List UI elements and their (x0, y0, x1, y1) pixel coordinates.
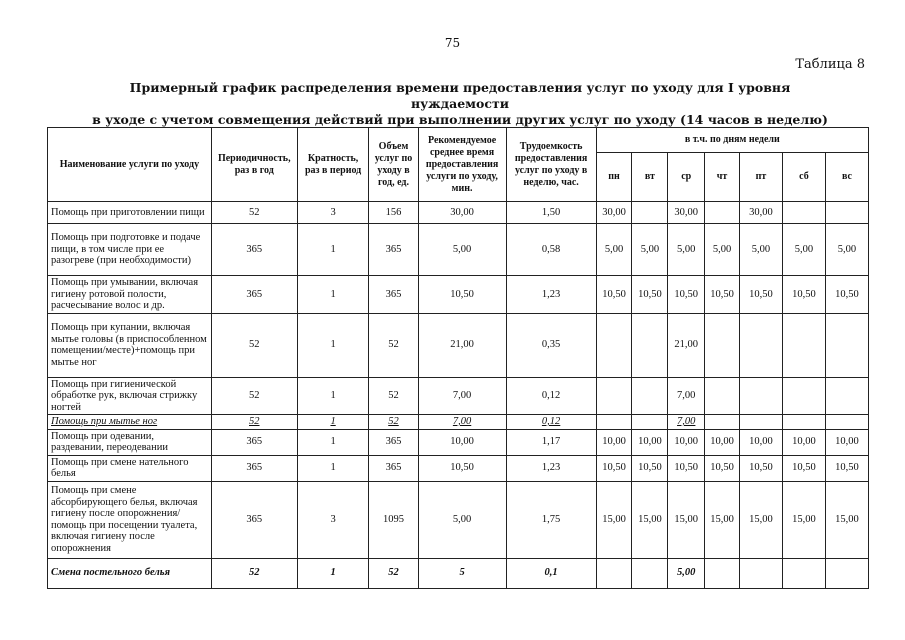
header-multiplicity: Кратность, раз в период (297, 128, 369, 202)
day-cell: 10,50 (632, 276, 668, 314)
header-day-sun: вс (825, 153, 868, 202)
day-cell: 5,00 (596, 224, 632, 276)
multiplicity-cell: 1 (297, 429, 369, 455)
periodicity-cell: 365 (211, 276, 297, 314)
title-line-2: в уходе с учетом совмещения действий при выполнении других услуг по уходу (14 часов в неделю) (92, 112, 828, 127)
periodicity-cell: 52 (211, 415, 297, 430)
header-name: Наименование услуги по уходу (48, 128, 212, 202)
recommended-cell: 10,50 (418, 455, 506, 481)
day-cell (705, 558, 740, 588)
day-cell (705, 377, 740, 415)
day-cell: 5,00 (782, 224, 825, 276)
labor-cell: 1,23 (506, 276, 596, 314)
day-cell: 10,00 (668, 429, 705, 455)
day-cell (632, 558, 668, 588)
day-cell: 5,00 (632, 224, 668, 276)
day-cell: 10,50 (739, 455, 782, 481)
header-labor: Трудоемкость предоставления услуг по уходу в неделю, час. (506, 128, 596, 202)
day-cell (739, 415, 782, 430)
multiplicity-cell: 1 (297, 415, 369, 430)
header-day-thu: чт (705, 153, 740, 202)
service-name-cell: Помощь при купании, включая мытье головы (в приспособленном помещении/месте)+помощь при мытье ног (48, 313, 212, 377)
volume-cell: 365 (369, 276, 418, 314)
labor-cell: 1,50 (506, 202, 596, 224)
page-number: 75 (444, 36, 461, 50)
day-cell (782, 415, 825, 430)
day-cell: 10,50 (782, 276, 825, 314)
service-name-cell: Помощь при одевании, раздевании, переодевании (48, 429, 212, 455)
recommended-cell: 21,00 (418, 313, 506, 377)
periodicity-cell: 365 (211, 429, 297, 455)
labor-cell: 0,35 (506, 313, 596, 377)
volume-cell: 52 (369, 313, 418, 377)
recommended-cell: 5,00 (418, 224, 506, 276)
table-label: Таблица 8 (795, 57, 865, 72)
periodicity-cell: 52 (211, 558, 297, 588)
recommended-cell: 7,00 (418, 377, 506, 415)
multiplicity-cell: 1 (297, 276, 369, 314)
day-cell (825, 415, 868, 430)
day-cell: 15,00 (705, 481, 740, 558)
day-cell: 7,00 (668, 415, 705, 430)
labor-cell: 0,12 (506, 415, 596, 430)
day-cell: 10,50 (596, 455, 632, 481)
multiplicity-cell: 1 (297, 313, 369, 377)
day-cell: 10,00 (782, 429, 825, 455)
day-cell: 7,00 (668, 377, 705, 415)
table-row (48, 313, 869, 377)
day-cell: 10,00 (632, 429, 668, 455)
day-cell (705, 202, 740, 224)
recommended-cell: 5,00 (418, 481, 506, 558)
labor-cell: 1,23 (506, 455, 596, 481)
day-cell: 15,00 (782, 481, 825, 558)
volume-cell: 365 (369, 429, 418, 455)
day-cell (739, 377, 782, 415)
recommended-cell: 10,50 (418, 276, 506, 314)
table-row (48, 429, 869, 455)
day-cell: 5,00 (825, 224, 868, 276)
day-cell (632, 202, 668, 224)
day-cell: 30,00 (739, 202, 782, 224)
header-day-tue: вт (632, 153, 668, 202)
day-cell: 10,50 (596, 276, 632, 314)
day-cell: 15,00 (668, 481, 705, 558)
periodicity-cell: 365 (211, 224, 297, 276)
periodicity-cell: 365 (211, 455, 297, 481)
day-cell: 21,00 (668, 313, 705, 377)
day-cell: 10,00 (596, 429, 632, 455)
day-cell (782, 558, 825, 588)
volume-cell: 52 (369, 415, 418, 430)
day-cell: 15,00 (632, 481, 668, 558)
day-cell: 10,50 (782, 455, 825, 481)
recommended-cell: 7,00 (418, 415, 506, 430)
volume-cell: 365 (369, 455, 418, 481)
day-cell (825, 558, 868, 588)
table-row (48, 558, 869, 588)
day-cell: 10,50 (739, 276, 782, 314)
multiplicity-cell: 1 (297, 377, 369, 415)
table-row (48, 224, 869, 276)
periodicity-cell: 365 (211, 481, 297, 558)
header-day-sat: сб (782, 153, 825, 202)
service-name-cell: Помощь при подготовке и подаче пищи, в том числе при ее разогреве (при необходимости) (48, 224, 212, 276)
table-row (48, 455, 869, 481)
document-title (80, 80, 840, 128)
labor-cell: 1,17 (506, 429, 596, 455)
day-cell (596, 377, 632, 415)
service-name-cell: Помощь при умывании, включая гигиену ротовой полости, расчесывание волос и др. (48, 276, 212, 314)
volume-cell: 156 (369, 202, 418, 224)
day-cell (705, 313, 740, 377)
multiplicity-cell: 3 (297, 481, 369, 558)
day-cell: 10,50 (632, 455, 668, 481)
service-name-cell: Помощь при мытье ног (48, 415, 212, 430)
day-cell: 15,00 (739, 481, 782, 558)
volume-cell: 1095 (369, 481, 418, 558)
multiplicity-cell: 1 (297, 224, 369, 276)
header-days-group: в т.ч. по дням недели (596, 128, 868, 153)
schedule-table (47, 127, 869, 589)
labor-cell: 0,1 (506, 558, 596, 588)
multiplicity-cell: 3 (297, 202, 369, 224)
periodicity-cell: 52 (211, 313, 297, 377)
day-cell (596, 415, 632, 430)
table-row (48, 202, 869, 224)
day-cell: 5,00 (705, 224, 740, 276)
day-cell: 30,00 (596, 202, 632, 224)
header-periodicity: Периодичность, раз в год (211, 128, 297, 202)
day-cell: 30,00 (668, 202, 705, 224)
day-cell (782, 313, 825, 377)
recommended-cell: 30,00 (418, 202, 506, 224)
day-cell (632, 415, 668, 430)
header-recommended-time: Рекомендуемое среднее время предоставления услуги по уходу, мин. (418, 128, 506, 202)
table-row (48, 415, 869, 430)
day-cell (782, 377, 825, 415)
day-cell: 5,00 (739, 224, 782, 276)
labor-cell: 0,58 (506, 224, 596, 276)
day-cell (596, 313, 632, 377)
day-cell: 15,00 (825, 481, 868, 558)
table-row (48, 377, 869, 415)
labor-cell: 1,75 (506, 481, 596, 558)
day-cell (825, 377, 868, 415)
day-cell (782, 202, 825, 224)
day-cell: 10,50 (668, 276, 705, 314)
day-cell (739, 313, 782, 377)
volume-cell: 365 (369, 224, 418, 276)
day-cell (632, 313, 668, 377)
recommended-cell: 10,00 (418, 429, 506, 455)
day-cell: 5,00 (668, 558, 705, 588)
service-name-cell: Смена постельного белья (48, 558, 212, 588)
header-volume: Объем услуг по уходу в год, ед. (369, 128, 418, 202)
day-cell: 10,50 (668, 455, 705, 481)
service-name-cell: Помощь при смене нательного белья (48, 455, 212, 481)
day-cell: 10,00 (739, 429, 782, 455)
title-line-1: Примерный график распределения времени предоставления услуг по уходу для I уровня нуждаемости (129, 80, 791, 111)
day-cell (632, 377, 668, 415)
day-cell: 10,50 (825, 276, 868, 314)
day-cell: 10,50 (705, 455, 740, 481)
day-cell: 5,00 (668, 224, 705, 276)
volume-cell: 52 (369, 377, 418, 415)
multiplicity-cell: 1 (297, 558, 369, 588)
day-cell (825, 202, 868, 224)
multiplicity-cell: 1 (297, 455, 369, 481)
header-day-fri: пт (739, 153, 782, 202)
day-cell (596, 558, 632, 588)
table-row (48, 481, 869, 558)
table-body (48, 202, 869, 589)
table-row (48, 276, 869, 314)
day-cell: 10,00 (705, 429, 740, 455)
periodicity-cell: 52 (211, 377, 297, 415)
service-name-cell: Помощь при гигиенической обработке рук, включая стрижку ногтей (48, 377, 212, 415)
day-cell: 10,00 (825, 429, 868, 455)
day-cell (705, 415, 740, 430)
periodicity-cell: 52 (211, 202, 297, 224)
day-cell: 15,00 (596, 481, 632, 558)
day-cell: 10,50 (825, 455, 868, 481)
service-name-cell: Помощь при смене абсорбирующего белья, включая гигиену после опорожнения/помощь при посещении туалета, включая гигиену после опорожнения (48, 481, 212, 558)
header-day-mon: пн (596, 153, 632, 202)
day-cell: 10,50 (705, 276, 740, 314)
service-name-cell: Помощь при приготовлении пищи (48, 202, 212, 224)
day-cell (739, 558, 782, 588)
header-day-wed: ср (668, 153, 705, 202)
labor-cell: 0,12 (506, 377, 596, 415)
day-cell (825, 313, 868, 377)
recommended-cell: 5 (418, 558, 506, 588)
volume-cell: 52 (369, 558, 418, 588)
